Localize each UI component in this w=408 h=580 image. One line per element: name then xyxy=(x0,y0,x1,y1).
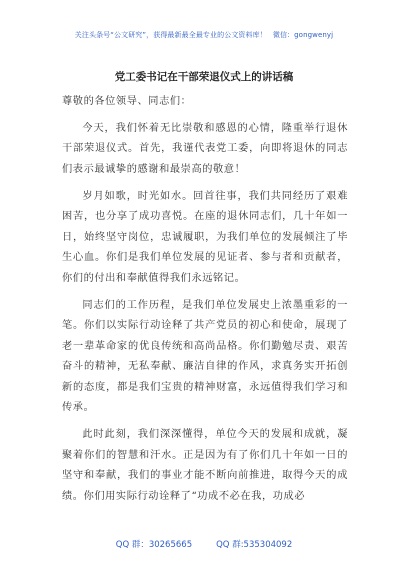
promo-banner-text: 关注头条号“公文研究”，获得最新最全最专业的公文资料库！ xyxy=(74,31,267,39)
qq-group-1: QQ 群：30265665 xyxy=(115,540,193,550)
salutation: 尊敬的各位领导、同志们： xyxy=(62,96,192,107)
document-body xyxy=(62,92,348,514)
paragraph-4: 此时此刻，我们深深懂得，单位今天的发展和成就，凝聚着你们的智慧和汗水。正是因为有了你们几十年如一日的坚守和奉献，我们的事业才能不断向前推进，取得今天的成绩。你们用实际行动诠释了“功成不必在我，功成必 xyxy=(62,429,348,502)
paragraph-2: 岁月如歌，时光如水。回首往事，我们共同经历了艰难困苦，也分享了成功喜悦。在座的退休同志们，几十年如一日，始终坚守岗位，忠诚履职，为我们单位的发展倾注了毕生心血。你们是我们单位发展的见证者、参与者和贡献者，你们的付出和奉献值得我们永远铭记。 xyxy=(62,190,348,284)
paragraph-1: 今天，我们怀着无比崇敬和感恩的心情，隆重举行退休干部荣退仪式。首先，我谨代表党工委，向即将退休的同志们表示最诚挚的感谢和最崇高的敬意！ xyxy=(62,122,348,175)
paragraph-3: 同志们的工作历程，是我们单位发展史上浓墨重彩的一笔。你们以实际行动诠释了共产党员的初心和使命，展现了老一辈革命家的优良传统和高尚品格。你们勤勉尽责、艰苦奋斗的精神，无私奉献、廉洁自律的作风，求真务实开拓创新的态度，都是我们宝贵的精神财富，永远值得我们学习和传承。 xyxy=(62,299,348,413)
footer-contact xyxy=(0,538,408,550)
wechat-id: 微信：gongwenyj xyxy=(272,31,334,39)
promo-banner xyxy=(0,30,408,40)
qq-group-2: QQ 群:535304092 xyxy=(216,540,293,550)
document-title: 党工委书记在干部荣退仪式上的讲话稿 xyxy=(114,71,294,83)
